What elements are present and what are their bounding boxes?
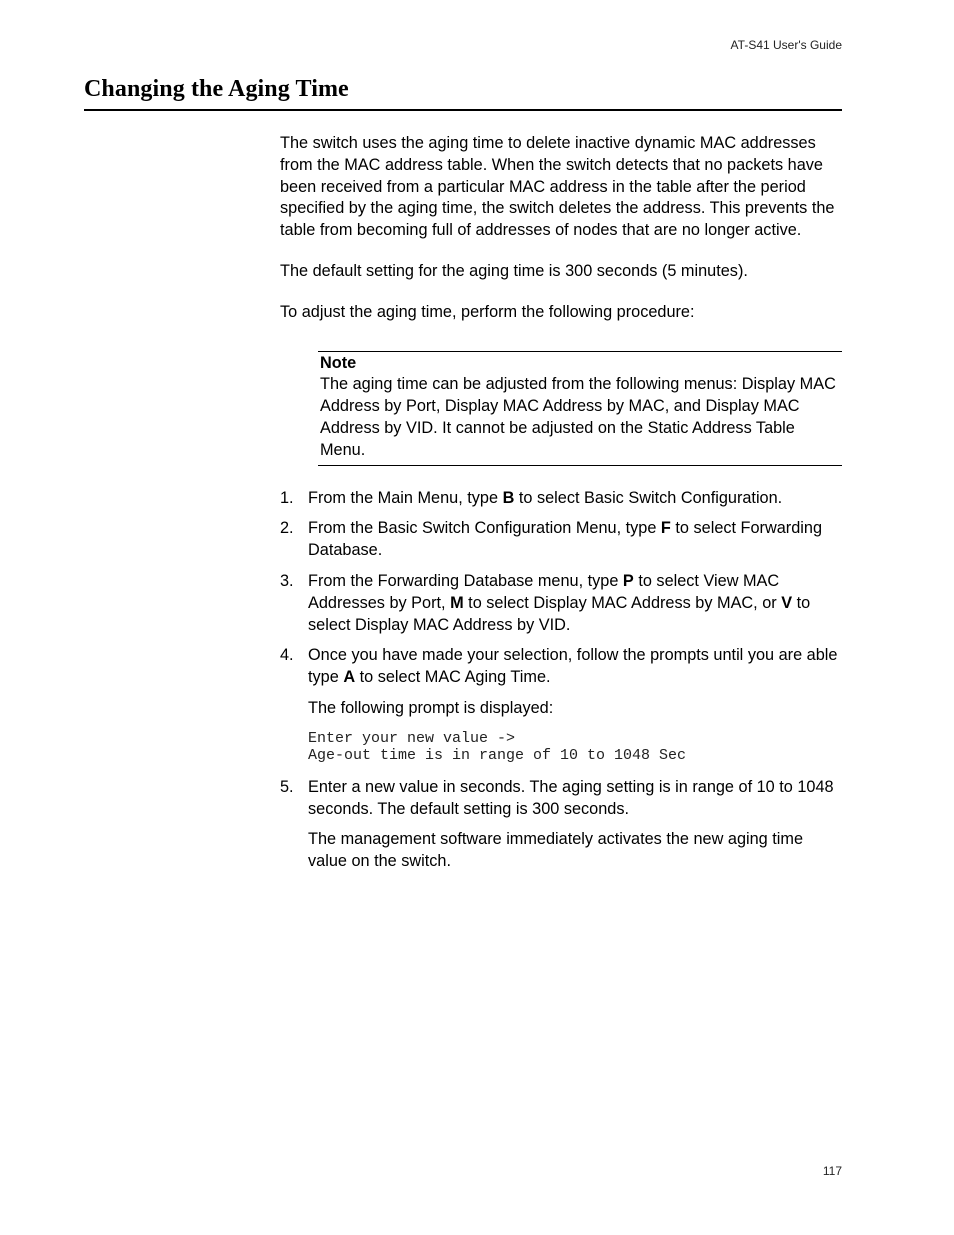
step-key: A bbox=[343, 668, 356, 687]
step-text: to select View MAC Addresses by Port, bbox=[308, 571, 780, 612]
step-key: P bbox=[622, 571, 634, 590]
prompt-code-block: Enter your new value -> Age-out time is in range of 10 to 1048 Sec bbox=[308, 729, 687, 764]
procedure-intro: To adjust the aging time, perform the following procedure: bbox=[280, 302, 695, 321]
step-text: From the Basic Switch Configuration Menu, type bbox=[308, 519, 661, 538]
step-text: to select Basic Switch Configuration. bbox=[514, 488, 783, 507]
step-number: 2. bbox=[280, 519, 294, 538]
step-subtext: The following prompt is displayed: bbox=[308, 698, 554, 717]
default-setting-paragraph: The default setting for the aging time is 300 seconds (5 minutes). bbox=[280, 261, 748, 280]
step-number: 5. bbox=[280, 777, 294, 796]
step bbox=[280, 488, 842, 510]
step-number: 4. bbox=[280, 646, 294, 665]
step-body bbox=[308, 488, 842, 510]
step-subtext: The management software immediately activates the new aging time value on the switch. bbox=[308, 830, 804, 871]
step-text: to select Display MAC Address by VID. bbox=[308, 593, 811, 634]
step-text: Enter a new value in seconds. The aging setting is in range of 10 to 1048 seconds. The default setting is 300 seconds. bbox=[308, 777, 834, 818]
note-label: Note bbox=[320, 353, 357, 372]
step-body bbox=[308, 645, 842, 767]
step-body bbox=[308, 518, 842, 562]
step bbox=[280, 518, 842, 562]
running-header: AT-S41 User's Guide bbox=[730, 38, 842, 52]
step-number: 1. bbox=[280, 488, 294, 507]
step-text: to select Forwarding Database. bbox=[308, 519, 822, 560]
step-key: B bbox=[502, 488, 515, 507]
content bbox=[280, 133, 842, 882]
step-text: to select Display MAC Address by MAC, or bbox=[463, 593, 782, 612]
step-key: V bbox=[781, 593, 793, 612]
intro-paragraph: The switch uses the aging time to delete inactive dynamic MAC addresses from the MAC address table. When the switch detects that no packets have been received from a particular MAC address in the table after the period specified by the aging time, the switch deletes the address. This prevents the table from becoming full of addresses of nodes that are no longer active. bbox=[280, 134, 835, 240]
step-body bbox=[308, 571, 842, 636]
step bbox=[280, 571, 842, 636]
step-text: From the Forwarding Database menu, type bbox=[308, 571, 623, 590]
step-text: to select MAC Aging Time. bbox=[355, 668, 551, 687]
step bbox=[280, 645, 842, 767]
step-number: 3. bbox=[280, 571, 294, 590]
step-key: F bbox=[660, 519, 671, 538]
note-text: The aging time can be adjusted from the following menus: Display MAC Address by Port, Display MAC Address by MAC, and Display MAC Address by VID. It cannot be adjusted on the Static Address Table Menu. bbox=[320, 375, 836, 459]
note-box bbox=[318, 351, 842, 466]
step-text: From the Main Menu, type bbox=[308, 488, 503, 507]
title-rule bbox=[84, 109, 842, 111]
step bbox=[280, 777, 842, 873]
step-body bbox=[308, 777, 842, 873]
procedure-steps bbox=[280, 488, 842, 873]
page-number: 117 bbox=[822, 1164, 842, 1178]
step-key: M bbox=[450, 593, 464, 612]
section-title: Changing the Aging Time bbox=[84, 76, 349, 102]
step-text: Once you have made your selection, follow the prompts until you are able type bbox=[308, 646, 838, 687]
